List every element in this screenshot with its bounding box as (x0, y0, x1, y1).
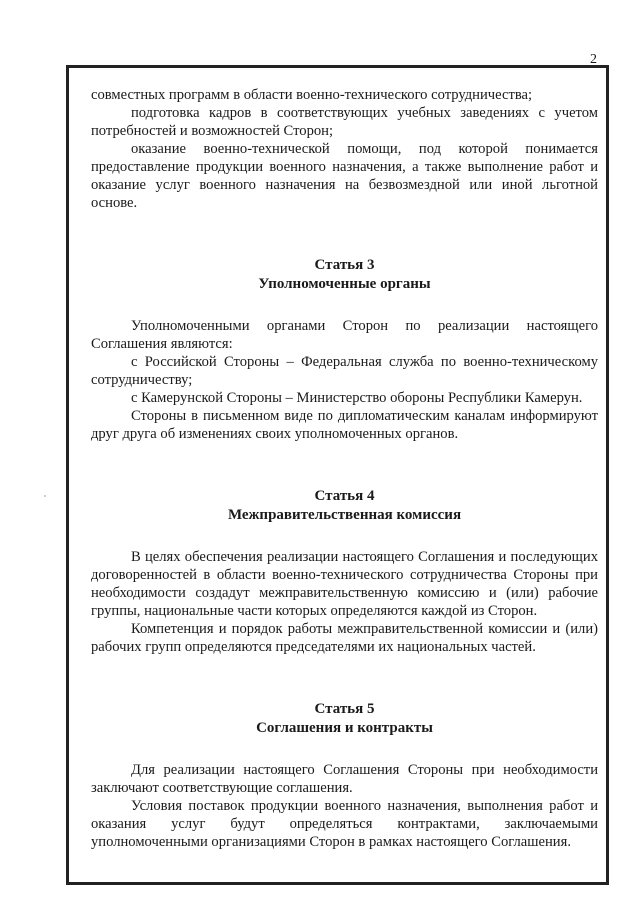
article-4 (91, 487, 598, 656)
article-title: Межправительственная комиссия (227, 507, 462, 523)
article-paragraph: Стороны в письменном виде по дипломатическим каналам информируют друг друга об изменениях своих уполномоченных органов. (91, 408, 598, 442)
intro-paragraph: подготовка кадров в соответствующих учебных заведениях с учетом потребностей и возможностей Сторон; (91, 105, 598, 139)
article-paragraph: с Российской Стороны – Федеральная служба по военно-техническому сотрудничеству; (91, 354, 598, 388)
document-body (91, 86, 598, 851)
article-header (91, 487, 598, 525)
article-paragraph: Компетенция и порядок работы межправительственной комиссии и (или) рабочих групп определяются председателями их национальных частей. (91, 621, 598, 655)
article-number: Статья 5 (314, 701, 375, 717)
page-number: 2 (590, 52, 597, 67)
article-header (91, 256, 598, 294)
intro-paragraph: совместных программ в области военно-технического сотрудничества; (91, 87, 533, 103)
article-paragraph: Условия поставок продукции военного назначения, выполнения работ и оказания услуг будут определяться контрактами, заключаемыми уполномоченными организациями Сторон в рамках настоящего Соглашения. (91, 798, 598, 850)
article-5 (91, 700, 598, 851)
article-paragraph: В целях обеспечения реализации настоящего Соглашения и последующих договоренностей в области военно-технического сотрудничества Стороны при необходимости создадут межправительственную комиссию и (или) рабочие группы, национальные части которых определяются каждой из Сторон. (91, 549, 598, 619)
article-paragraph: с Камерунской Стороны – Министерство обороны Республики Камерун. (131, 390, 583, 406)
scan-speck (44, 495, 46, 497)
article-paragraph: Уполномоченными органами Сторон по реализации настоящего Соглашения являются: (91, 318, 598, 352)
article-title: Уполномоченные органы (258, 276, 431, 292)
article-title: Соглашения и контракты (256, 720, 433, 736)
article-header (91, 700, 598, 738)
article-3 (91, 256, 598, 443)
article-number: Статья 3 (314, 257, 375, 273)
intro-paragraph: оказание военно-технической помощи, под которой понимается предоставление продукции военного назначения, а также выполнение работ и оказание услуг военного назначения на безвозмездной или иной льготной основе. (91, 141, 598, 211)
article-number: Статья 4 (314, 488, 375, 504)
article-paragraph: Для реализации настоящего Соглашения Стороны при необходимости заключают соответствующие соглашения. (91, 762, 598, 796)
